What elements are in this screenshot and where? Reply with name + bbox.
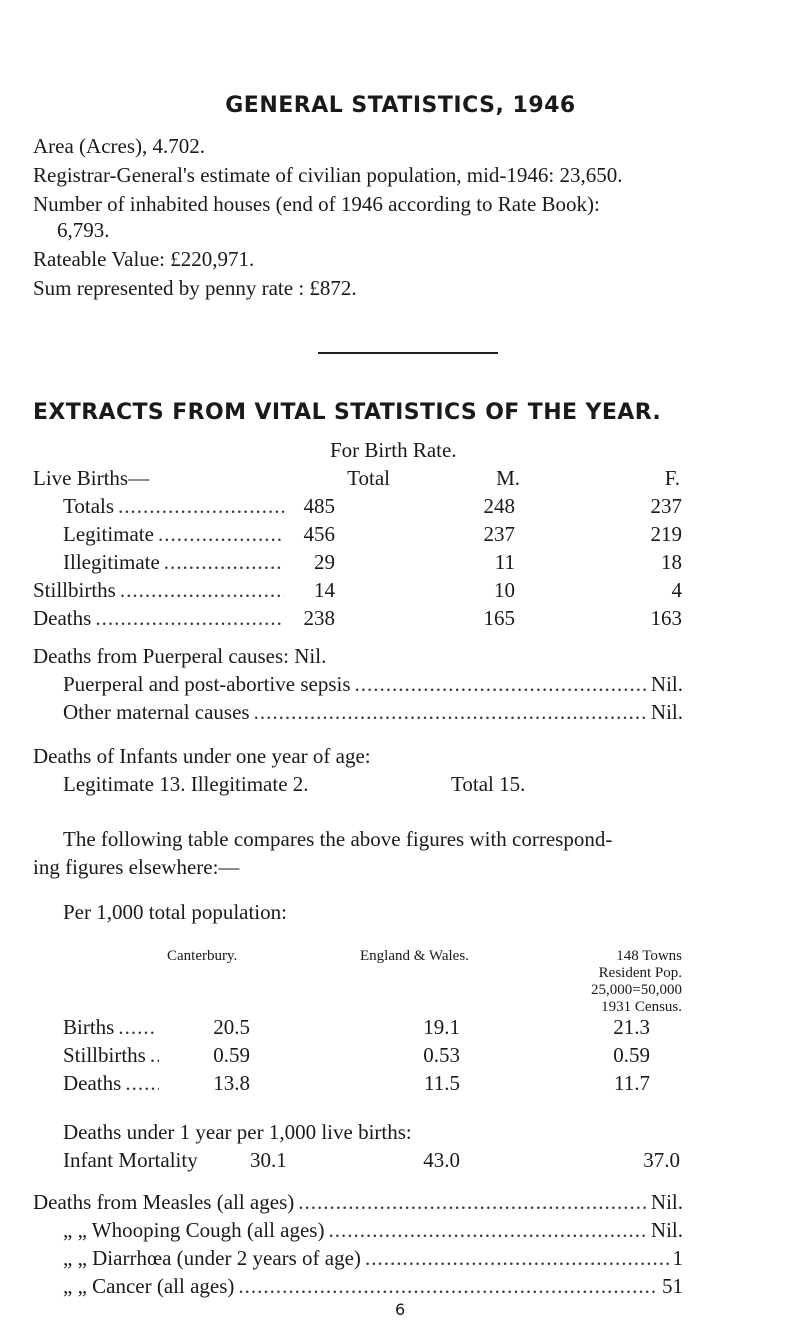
- puerperal-row-other: [63, 700, 683, 724]
- live-births-label: Live Births—: [33, 466, 150, 490]
- other-deaths-diarrhoea: [63, 1246, 683, 1270]
- other-deaths-label: „ „ Cancer (all ages): [63, 1274, 235, 1298]
- other-deaths-cancer: [63, 1274, 683, 1298]
- puerperal-label: Other maternal causes: [63, 700, 250, 724]
- comparison-label: Stillbirths: [63, 1043, 146, 1067]
- england-value: 19.1: [423, 1015, 460, 1039]
- infant-mortality-towns: 37.0: [643, 1148, 680, 1172]
- vital-row-label: Deaths: [33, 606, 92, 630]
- puerperal-value: Nil.: [650, 700, 683, 724]
- infants-heading: Deaths of Infants under one year of age:: [33, 744, 371, 768]
- col-england-wales: England & Wales.: [360, 948, 469, 964]
- puerperal-row-sepsis: [63, 672, 683, 696]
- vital-row-legitimate: [63, 522, 288, 546]
- other-deaths-value: Nil.: [650, 1218, 683, 1242]
- col-canterbury: Canterbury.: [167, 948, 238, 964]
- infant-mortality-canterbury: 30.1: [250, 1148, 287, 1172]
- comparison-row-births: [63, 1015, 158, 1039]
- col-towns-4: 1931 Census.: [601, 999, 682, 1015]
- penny-rate-line: Sum represented by penny rate : £872.: [33, 276, 357, 300]
- col-header-f: F.: [664, 466, 680, 490]
- vital-m: 10: [494, 578, 515, 602]
- comparison-intro-1: The following table compares the above figures with correspond-: [63, 827, 613, 851]
- vital-f: 4: [671, 578, 682, 602]
- infant-mortality-england: 43.0: [423, 1148, 460, 1172]
- houses-line-1: Number of inhabited houses (end of 1946 according to Rate Book):: [33, 192, 600, 216]
- england-value: 0.53: [423, 1043, 460, 1067]
- vital-f: 219: [650, 522, 682, 546]
- comparison-intro-2: ing figures elsewhere:—: [33, 855, 240, 879]
- other-deaths-value: 51: [662, 1274, 683, 1298]
- vital-row-illegitimate: [63, 550, 288, 574]
- puerperal-label: Puerperal and post-abortive sepsis: [63, 672, 351, 696]
- vital-m: 237: [483, 522, 515, 546]
- vital-row-label: Illegitimate: [63, 550, 160, 574]
- vital-row-totals: [63, 494, 288, 518]
- england-value: 11.5: [424, 1071, 460, 1095]
- birth-rate-header: For Birth Rate.: [330, 438, 457, 462]
- page-number: 6: [395, 1300, 406, 1319]
- col-towns-1: 148 Towns: [616, 948, 682, 964]
- other-deaths-label: „ „ Diarrhœa (under 2 years of age): [63, 1246, 361, 1270]
- infants-line: Legitimate 13. Illegitimate 2.: [63, 772, 309, 796]
- col-header-m: M.: [496, 466, 520, 490]
- vital-total: 485: [303, 494, 335, 518]
- vital-f: 237: [650, 494, 682, 518]
- houses-line-2: 6,793.: [57, 218, 110, 242]
- vital-total: 14: [314, 578, 335, 602]
- area-line: Area (Acres), 4.702.: [33, 134, 206, 158]
- comparison-label: Deaths: [63, 1071, 122, 1095]
- canterbury-value: 13.8: [213, 1071, 250, 1095]
- other-deaths-whooping-cough: [63, 1218, 683, 1242]
- col-towns-2: Resident Pop.: [598, 965, 682, 981]
- towns-value: 11.7: [614, 1071, 650, 1095]
- puerperal-value: Nil.: [650, 672, 683, 696]
- vital-title: EXTRACTS FROM VITAL STATISTICS OF THE YEAR.: [33, 400, 662, 425]
- vital-row-stillbirths: [33, 578, 288, 602]
- other-deaths-label: Deaths from Measles (all ages): [33, 1190, 295, 1214]
- col-towns-3: 25,000=50,000: [591, 982, 682, 998]
- infant-mortality-heading: Deaths under 1 year per 1,000 live births:: [63, 1120, 412, 1144]
- other-deaths-value: 1: [672, 1246, 683, 1270]
- comparison-row-deaths: [63, 1071, 163, 1095]
- vital-total: 29: [314, 550, 335, 574]
- rateable-line: Rateable Value: £220,971.: [33, 247, 255, 271]
- canterbury-value: 0.59: [213, 1043, 250, 1067]
- vital-m: 11: [494, 550, 515, 574]
- vital-f: 18: [661, 550, 682, 574]
- comparison-label: Births: [63, 1015, 115, 1039]
- towns-value: 0.59: [613, 1043, 650, 1067]
- infants-total: Total 15.: [451, 772, 526, 796]
- vital-row-deaths: [33, 606, 288, 630]
- vital-row-label: Stillbirths: [33, 578, 116, 602]
- col-header-total: Total: [347, 466, 390, 490]
- vital-row-label: Legitimate: [63, 522, 154, 546]
- other-deaths-label: „ „ Whooping Cough (all ages): [63, 1218, 325, 1242]
- other-deaths-value: Nil.: [650, 1190, 683, 1214]
- vital-m: 248: [483, 494, 515, 518]
- canterbury-value: 20.5: [213, 1015, 250, 1039]
- general-title: GENERAL STATISTICS, 1946: [225, 93, 576, 118]
- vital-m: 165: [483, 606, 515, 630]
- vital-total: 456: [303, 522, 335, 546]
- comparison-row-stillbirths: [63, 1043, 163, 1067]
- vital-row-label: Totals: [63, 494, 115, 518]
- per-1000-label: Per 1,000 total population:: [63, 900, 287, 924]
- population-line: Registrar-General's estimate of civilian population, mid-1946: 23,650.: [33, 163, 623, 187]
- towns-value: 21.3: [613, 1015, 650, 1039]
- vital-total: 238: [303, 606, 335, 630]
- section-divider: [318, 352, 498, 354]
- other-deaths-measles: [33, 1190, 683, 1214]
- vital-f: 163: [650, 606, 682, 630]
- infant-mortality-label: Infant Mortality: [63, 1148, 198, 1172]
- puerperal-heading: Deaths from Puerperal causes: Nil.: [33, 644, 327, 668]
